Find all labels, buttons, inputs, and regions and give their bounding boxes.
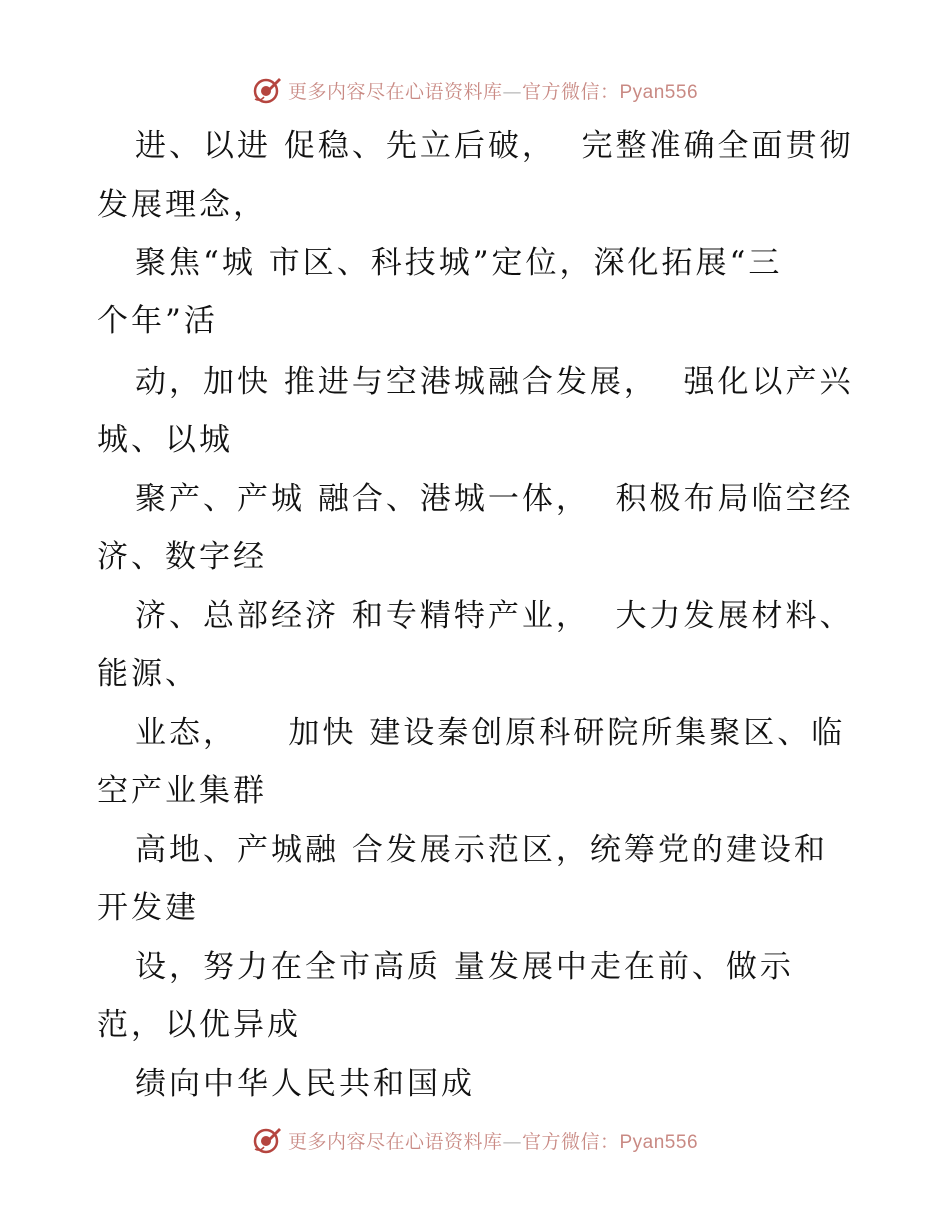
text-line: 业态， 加快 建设秦创原科研院所集聚区、临: [135, 715, 846, 751]
watermark-dash: —: [502, 80, 522, 103]
pen-logo-icon: [252, 75, 282, 105]
watermark-text: [288, 77, 698, 104]
text-line: 高地、产城融 合发展示范区，统筹党的建设和: [135, 832, 828, 868]
text-line: 开发建: [97, 890, 199, 926]
header-watermark: [0, 70, 950, 110]
text-line: 设，努力在全市高质 量发展中走在前、做示: [135, 949, 794, 985]
text-line: 进、以进 促稳、先立后破， 完整准确全面贯彻: [135, 128, 854, 164]
watermark-title: 更多内容尽在心语资料库: [287, 80, 503, 103]
text-line: 济、总部经济 和专精特产业， 大力发展材料、: [135, 598, 854, 634]
watermark-wechat: 官方微信：Pyan556: [522, 1131, 699, 1153]
watermark-wechat: 官方微信：Pyan556: [522, 81, 699, 103]
text-line: 聚产、产城 融合、港城一体， 积极布局临空经: [135, 481, 854, 517]
text-line: 动，加快 推进与空港城融合发展， 强化以产兴: [135, 364, 854, 400]
text-line: 空产业集群: [97, 773, 267, 809]
text-line: 绩向中华人民共和国成: [135, 1066, 475, 1102]
text-line: 能源、: [97, 656, 199, 692]
watermark-dash: —: [502, 1130, 522, 1153]
pen-logo-icon: [252, 1125, 282, 1155]
text-line: 城、以城: [97, 422, 233, 458]
text-line: 济、数字经: [97, 539, 267, 575]
text-line: 范，以优异成: [97, 1007, 301, 1043]
text-line: 个年”活: [97, 303, 218, 339]
watermark-text: [288, 1127, 698, 1154]
watermark-title: 更多内容尽在心语资料库: [287, 1130, 503, 1153]
text-line: 发展理念，: [97, 187, 267, 223]
footer-watermark: [0, 1120, 950, 1160]
text-line: 聚焦“城 市区、科技城”定位，深化拓展“三: [135, 245, 783, 281]
